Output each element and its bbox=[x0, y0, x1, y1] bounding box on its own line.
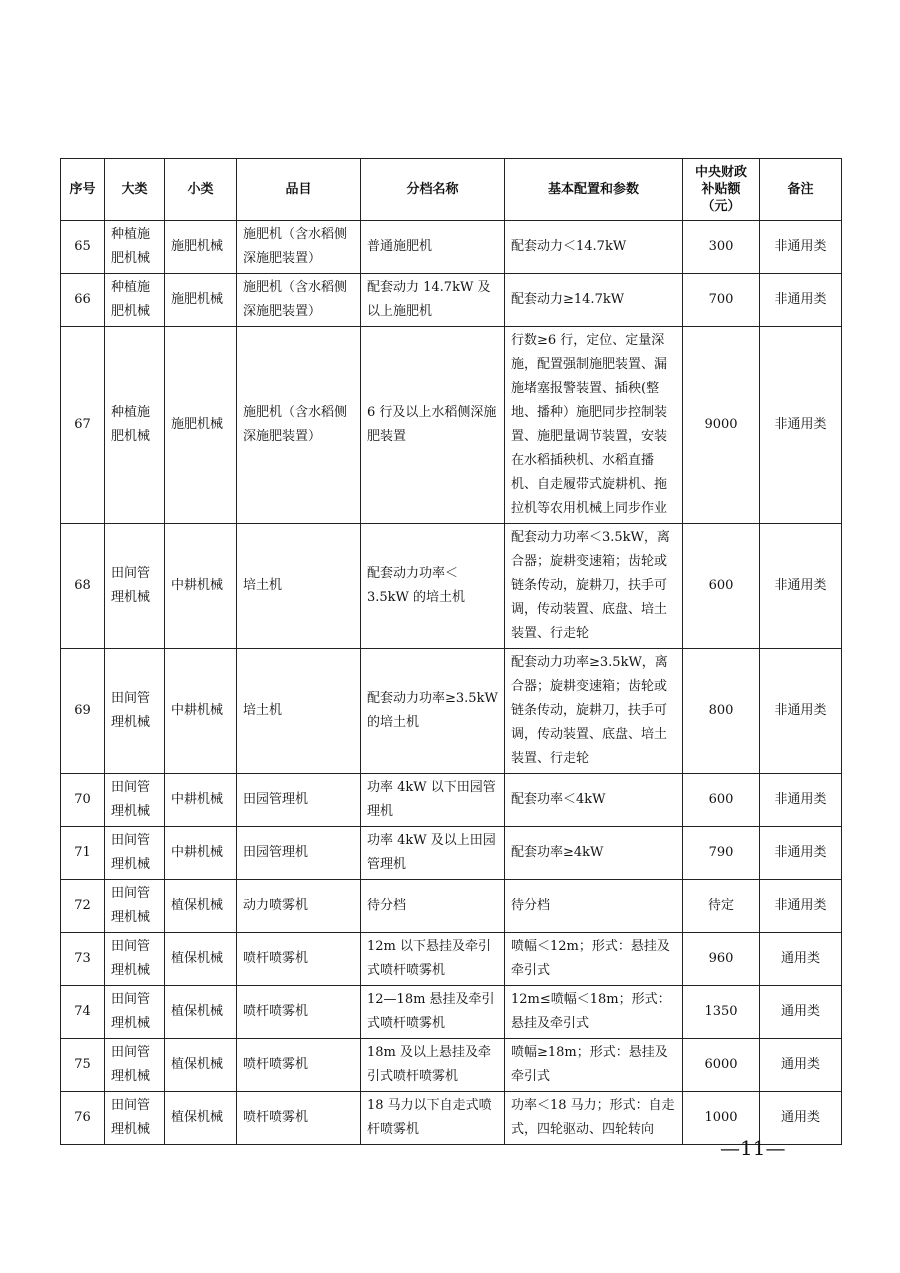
grade-name: 配套动力功率≥3.5kW 的培土机 bbox=[361, 649, 505, 774]
major-category: 田间管理机械 bbox=[105, 1092, 165, 1145]
header-cell: 分档名称 bbox=[361, 159, 505, 221]
major-category: 田间管理机械 bbox=[105, 524, 165, 649]
minor-category: 中耕机械 bbox=[165, 827, 237, 880]
table-row bbox=[61, 649, 842, 774]
minor-category: 施肥机械 bbox=[165, 221, 237, 274]
row-number: 74 bbox=[61, 986, 105, 1039]
subsidy-amount: 9000 bbox=[683, 327, 760, 524]
table-row bbox=[61, 986, 842, 1039]
header-cell: 备注 bbox=[760, 159, 842, 221]
major-category: 田间管理机械 bbox=[105, 827, 165, 880]
minor-category: 植保机械 bbox=[165, 933, 237, 986]
spec-params: 待分档 bbox=[505, 880, 683, 933]
row-number: 69 bbox=[61, 649, 105, 774]
row-number: 66 bbox=[61, 274, 105, 327]
remark: 通用类 bbox=[760, 1039, 842, 1092]
table-row bbox=[61, 524, 842, 649]
remark: 通用类 bbox=[760, 986, 842, 1039]
subsidy-amount: 待定 bbox=[683, 880, 760, 933]
row-number: 76 bbox=[61, 1092, 105, 1145]
item-name: 田园管理机 bbox=[237, 827, 361, 880]
major-category: 种植施肥机械 bbox=[105, 327, 165, 524]
grade-name: 待分档 bbox=[361, 880, 505, 933]
minor-category: 植保机械 bbox=[165, 986, 237, 1039]
grade-name: 功率 4kW 以下田园管理机 bbox=[361, 774, 505, 827]
table-header-row bbox=[61, 159, 842, 221]
grade-name: 18m 及以上悬挂及牵引式喷杆喷雾机 bbox=[361, 1039, 505, 1092]
subsidy-amount: 600 bbox=[683, 774, 760, 827]
minor-category: 植保机械 bbox=[165, 1092, 237, 1145]
item-name: 施肥机（含水稻侧深施肥装置） bbox=[237, 221, 361, 274]
major-category: 田间管理机械 bbox=[105, 933, 165, 986]
header-cell: 大类 bbox=[105, 159, 165, 221]
remark: 非通用类 bbox=[760, 649, 842, 774]
remark: 非通用类 bbox=[760, 880, 842, 933]
major-category: 种植施肥机械 bbox=[105, 221, 165, 274]
item-name: 施肥机（含水稻侧深施肥装置） bbox=[237, 274, 361, 327]
table-row bbox=[61, 774, 842, 827]
remark: 通用类 bbox=[760, 933, 842, 986]
row-number: 70 bbox=[61, 774, 105, 827]
table-row bbox=[61, 827, 842, 880]
major-category: 田间管理机械 bbox=[105, 774, 165, 827]
subsidy-table bbox=[60, 158, 842, 1145]
minor-category: 中耕机械 bbox=[165, 524, 237, 649]
grade-name: 普通施肥机 bbox=[361, 221, 505, 274]
subsidy-amount: 790 bbox=[683, 827, 760, 880]
row-number: 75 bbox=[61, 1039, 105, 1092]
major-category: 田间管理机械 bbox=[105, 649, 165, 774]
grade-name: 配套动力 14.7kW 及以上施肥机 bbox=[361, 274, 505, 327]
spec-params: 配套功率≥4kW bbox=[505, 827, 683, 880]
row-number: 71 bbox=[61, 827, 105, 880]
subsidy-amount: 300 bbox=[683, 221, 760, 274]
remark: 非通用类 bbox=[760, 274, 842, 327]
row-number: 73 bbox=[61, 933, 105, 986]
minor-category: 中耕机械 bbox=[165, 649, 237, 774]
header-cell: 小类 bbox=[165, 159, 237, 221]
minor-category: 中耕机械 bbox=[165, 774, 237, 827]
header-cell: 中央财政补贴额（元） bbox=[683, 159, 760, 221]
row-number: 67 bbox=[61, 327, 105, 524]
item-name: 喷杆喷雾机 bbox=[237, 933, 361, 986]
header-cell: 基本配置和参数 bbox=[505, 159, 683, 221]
subsidy-amount: 800 bbox=[683, 649, 760, 774]
spec-params: 行数≥6 行，定位、定量深施，配置强制施肥装置、漏施堵塞报警装置、插秧(整地、播种）施肥同步控制装置、施肥量调节装置，安装在水稻插秧机、水稻直播机、自走履带式旋耕机、拖拉机等农用机械上同步作业 bbox=[505, 327, 683, 524]
row-number: 72 bbox=[61, 880, 105, 933]
grade-name: 18 马力以下自走式喷杆喷雾机 bbox=[361, 1092, 505, 1145]
grade-name: 12—18m 悬挂及牵引式喷杆喷雾机 bbox=[361, 986, 505, 1039]
remark: 非通用类 bbox=[760, 827, 842, 880]
major-category: 田间管理机械 bbox=[105, 1039, 165, 1092]
spec-params: 12m≤喷幅＜18m；形式：悬挂及牵引式 bbox=[505, 986, 683, 1039]
item-name: 田园管理机 bbox=[237, 774, 361, 827]
major-category: 田间管理机械 bbox=[105, 986, 165, 1039]
spec-params: 配套动力功率＜3.5kW，离合器；旋耕变速箱；齿轮或链条传动，旋耕刀，扶手可调，传动装置、底盘、培土装置、行走轮 bbox=[505, 524, 683, 649]
item-name: 施肥机（含水稻侧深施肥装置） bbox=[237, 327, 361, 524]
minor-category: 施肥机械 bbox=[165, 274, 237, 327]
table-row bbox=[61, 933, 842, 986]
minor-category: 施肥机械 bbox=[165, 327, 237, 524]
table-row bbox=[61, 274, 842, 327]
page-number: —11— bbox=[720, 1136, 786, 1160]
subsidy-amount: 6000 bbox=[683, 1039, 760, 1092]
item-name: 喷杆喷雾机 bbox=[237, 1039, 361, 1092]
grade-name: 6 行及以上水稻侧深施肥装置 bbox=[361, 327, 505, 524]
remark: 非通用类 bbox=[760, 327, 842, 524]
major-category: 田间管理机械 bbox=[105, 880, 165, 933]
item-name: 喷杆喷雾机 bbox=[237, 986, 361, 1039]
table-row bbox=[61, 327, 842, 524]
spec-params: 功率＜18 马力；形式：自走式，四轮驱动、四轮转向 bbox=[505, 1092, 683, 1145]
header-cell: 序号 bbox=[61, 159, 105, 221]
remark: 通用类 bbox=[760, 1092, 842, 1145]
spec-params: 喷幅＜12m；形式：悬挂及牵引式 bbox=[505, 933, 683, 986]
table-row bbox=[61, 1039, 842, 1092]
item-name: 培土机 bbox=[237, 524, 361, 649]
subsidy-amount: 960 bbox=[683, 933, 760, 986]
table-row bbox=[61, 221, 842, 274]
subsidy-amount: 1350 bbox=[683, 986, 760, 1039]
item-name: 喷杆喷雾机 bbox=[237, 1092, 361, 1145]
subsidy-amount: 700 bbox=[683, 274, 760, 327]
row-number: 65 bbox=[61, 221, 105, 274]
header-cell: 品目 bbox=[237, 159, 361, 221]
item-name: 动力喷雾机 bbox=[237, 880, 361, 933]
grade-name: 12m 以下悬挂及牵引式喷杆喷雾机 bbox=[361, 933, 505, 986]
minor-category: 植保机械 bbox=[165, 1039, 237, 1092]
item-name: 培土机 bbox=[237, 649, 361, 774]
spec-params: 配套动力功率≥3.5kW，离合器；旋耕变速箱；齿轮或链条传动，旋耕刀，扶手可调，传动装置、底盘、培土装置、行走轮 bbox=[505, 649, 683, 774]
minor-category: 植保机械 bbox=[165, 880, 237, 933]
major-category: 种植施肥机械 bbox=[105, 274, 165, 327]
table-row bbox=[61, 880, 842, 933]
spec-params: 配套动力＜14.7kW bbox=[505, 221, 683, 274]
spec-params: 配套动力≥14.7kW bbox=[505, 274, 683, 327]
remark: 非通用类 bbox=[760, 221, 842, 274]
grade-name: 配套动力功率＜3.5kW 的培土机 bbox=[361, 524, 505, 649]
spec-params: 配套功率＜4kW bbox=[505, 774, 683, 827]
row-number: 68 bbox=[61, 524, 105, 649]
grade-name: 功率 4kW 及以上田园管理机 bbox=[361, 827, 505, 880]
remark: 非通用类 bbox=[760, 774, 842, 827]
remark: 非通用类 bbox=[760, 524, 842, 649]
subsidy-amount: 600 bbox=[683, 524, 760, 649]
subsidy-amount: 1000 bbox=[683, 1092, 760, 1145]
spec-params: 喷幅≥18m；形式：悬挂及牵引式 bbox=[505, 1039, 683, 1092]
